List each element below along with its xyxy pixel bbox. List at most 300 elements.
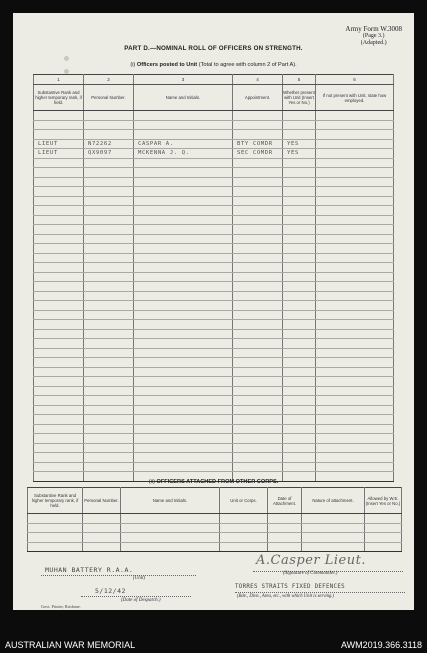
section-1-prefix: (i)	[130, 62, 136, 68]
table-cell	[134, 339, 233, 349]
unit-line	[41, 575, 196, 576]
table-cell	[34, 263, 84, 273]
table-row	[34, 453, 394, 463]
table-cell	[316, 234, 394, 244]
table-cell	[220, 533, 268, 543]
table-cell	[233, 282, 283, 292]
table-cell	[316, 225, 394, 235]
table-cell	[233, 348, 283, 358]
column-number-row	[34, 75, 394, 85]
column-number: 5	[283, 75, 316, 85]
table-cell	[316, 139, 394, 149]
table-cell	[316, 111, 394, 121]
table-cell	[34, 158, 84, 168]
table-cell	[316, 168, 394, 178]
table-cell	[220, 523, 268, 533]
table-cell	[233, 396, 283, 406]
table-cell	[34, 234, 84, 244]
table-cell	[34, 272, 84, 282]
table-row	[34, 196, 394, 206]
table-cell	[316, 158, 394, 168]
table-row	[34, 149, 394, 159]
table-cell	[134, 187, 233, 197]
table-cell	[316, 206, 394, 216]
table-cell	[84, 206, 134, 216]
table-cell	[84, 301, 134, 311]
table-cell	[34, 386, 84, 396]
table-cell	[233, 320, 283, 330]
column-header-row	[34, 85, 394, 111]
table-cell	[134, 225, 233, 235]
caption-left: AUSTRALIAN WAR MEMORIAL	[5, 640, 136, 650]
part-title: PART D.—NOMINAL ROLL OF OFFICERS ON STRENGTH.	[124, 45, 303, 52]
table-cell	[316, 187, 394, 197]
table-cell	[233, 415, 283, 425]
table-cell	[220, 542, 268, 552]
table-cell	[283, 348, 316, 358]
formation-value: TORRES STRAITS FIXED DEFENCES	[235, 584, 345, 590]
table-row	[34, 282, 394, 292]
column-header: Allowed by W.E. (Insert Yes or No.)	[365, 488, 402, 514]
table-row	[34, 263, 394, 273]
table-row	[34, 405, 394, 415]
table-cell	[316, 301, 394, 311]
table-cell	[283, 206, 316, 216]
table-cell	[121, 542, 220, 552]
table-row	[34, 443, 394, 453]
table-cell	[134, 272, 233, 282]
table-cell	[233, 130, 283, 140]
table-cell	[233, 453, 283, 463]
table-cell	[316, 263, 394, 273]
table-cell	[283, 405, 316, 415]
table-cell	[134, 130, 233, 140]
table-cell	[84, 434, 134, 444]
table-cell	[134, 310, 233, 320]
table-cell	[134, 196, 233, 206]
column-header: Date of Attachment.	[268, 488, 302, 514]
table-cell	[34, 187, 84, 197]
column-header: If not present with Unit, state how employed.	[316, 85, 394, 111]
table-cell	[134, 120, 233, 130]
table-cell	[121, 533, 220, 543]
table-row	[34, 329, 394, 339]
table-cell	[84, 168, 134, 178]
table-cell	[134, 320, 233, 330]
table-cell	[134, 263, 233, 273]
table-cell	[316, 130, 394, 140]
table-row	[34, 177, 394, 187]
table-cell	[283, 187, 316, 197]
table-cell	[283, 244, 316, 254]
table-cell	[233, 196, 283, 206]
table-cell	[316, 177, 394, 187]
section-2-prefix: (ii)	[148, 479, 155, 485]
column-number: 4	[233, 75, 283, 85]
table-cell	[283, 434, 316, 444]
table-cell	[84, 196, 134, 206]
table-cell	[283, 130, 316, 140]
table-cell	[233, 462, 283, 472]
table-cell	[34, 453, 84, 463]
table-row	[34, 386, 394, 396]
table-cell	[316, 367, 394, 377]
table-cell	[283, 462, 316, 472]
table-cell	[233, 434, 283, 444]
column-header: Name and Initials.	[121, 488, 220, 514]
table-cell	[220, 514, 268, 524]
form-reference	[345, 26, 402, 47]
table-cell	[84, 291, 134, 301]
table-cell	[84, 187, 134, 197]
table-cell	[233, 339, 283, 349]
table-cell	[34, 225, 84, 235]
table-cell	[233, 377, 283, 387]
table-cell	[134, 386, 233, 396]
table-cell	[34, 130, 84, 140]
column-header: Nature of attachment.	[302, 488, 365, 514]
table-cell	[84, 234, 134, 244]
table-row	[34, 348, 394, 358]
table-cell	[83, 523, 121, 533]
table-cell	[233, 215, 283, 225]
table-cell	[84, 386, 134, 396]
table-cell	[84, 111, 134, 121]
table-row	[34, 462, 394, 472]
table-cell	[316, 244, 394, 254]
table-cell	[316, 405, 394, 415]
table-cell	[34, 291, 84, 301]
table-cell	[233, 158, 283, 168]
table-cell	[233, 253, 283, 263]
table-cell	[283, 358, 316, 368]
table-row	[28, 523, 402, 533]
table-cell	[233, 244, 283, 254]
table-cell	[84, 310, 134, 320]
table-cell	[34, 120, 84, 130]
table-cell	[34, 253, 84, 263]
table-cell	[28, 523, 83, 533]
table-cell	[34, 320, 84, 330]
table-cell	[134, 168, 233, 178]
table-cell	[34, 310, 84, 320]
table-cell	[283, 301, 316, 311]
table-cell	[34, 282, 84, 292]
table-cell	[134, 206, 233, 216]
table-cell	[283, 367, 316, 377]
entry-appointment: BTY COMDR	[233, 139, 283, 149]
table-cell	[84, 215, 134, 225]
table-row	[34, 187, 394, 197]
table-cell	[134, 358, 233, 368]
table-cell	[316, 424, 394, 434]
table-cell	[84, 282, 134, 292]
table-cell	[84, 424, 134, 434]
table-cell	[134, 234, 233, 244]
table-cell	[302, 542, 365, 552]
table-row	[34, 272, 394, 282]
entry-rank: LIEUT	[34, 139, 84, 149]
table-cell	[283, 339, 316, 349]
table-cell	[316, 320, 394, 330]
table-row	[34, 206, 394, 216]
table-cell	[283, 443, 316, 453]
table-row	[28, 542, 402, 552]
table-cell	[233, 234, 283, 244]
table-cell	[34, 244, 84, 254]
table-cell	[283, 320, 316, 330]
column-header: Personal Number.	[83, 488, 121, 514]
table-cell	[134, 253, 233, 263]
table-cell	[83, 514, 121, 524]
table-row	[34, 310, 394, 320]
table-row	[34, 367, 394, 377]
table-cell	[316, 329, 394, 339]
table-cell	[134, 415, 233, 425]
table-cell	[316, 377, 394, 387]
table-cell	[34, 301, 84, 311]
date-label: (Date of Despatch.)	[121, 598, 161, 603]
table-cell	[134, 453, 233, 463]
table-row	[28, 533, 402, 543]
table-cell	[121, 514, 220, 524]
table-cell	[83, 542, 121, 552]
table-cell	[134, 282, 233, 292]
table-cell	[316, 453, 394, 463]
table-cell	[34, 177, 84, 187]
column-number: 2	[84, 75, 134, 85]
table-cell	[233, 120, 283, 130]
table-cell	[84, 396, 134, 406]
table-cell	[233, 111, 283, 121]
table-cell	[134, 377, 233, 387]
table-cell	[283, 158, 316, 168]
column-number: 1	[34, 75, 84, 85]
table-cell	[302, 533, 365, 543]
table-cell	[84, 177, 134, 187]
table-cell	[233, 187, 283, 197]
table-cell	[233, 443, 283, 453]
table-cell	[233, 291, 283, 301]
table-cell	[134, 291, 233, 301]
table-cell	[268, 533, 302, 543]
table-row	[34, 396, 394, 406]
table-row	[34, 158, 394, 168]
table-cell	[283, 424, 316, 434]
signature-label: (Signature of Commander.)	[283, 571, 338, 576]
table-cell	[283, 453, 316, 463]
table-cell	[283, 263, 316, 273]
table-cell	[84, 320, 134, 330]
table-cell	[134, 111, 233, 121]
table-cell	[34, 443, 84, 453]
table-cell	[28, 514, 83, 524]
table-cell	[34, 424, 84, 434]
table-cell	[316, 386, 394, 396]
table-cell	[233, 272, 283, 282]
officers-posted-table	[33, 74, 394, 482]
table-cell	[34, 206, 84, 216]
table-row	[34, 253, 394, 263]
table-cell	[84, 453, 134, 463]
table-cell	[283, 168, 316, 178]
table-cell	[134, 443, 233, 453]
table-cell	[134, 367, 233, 377]
table-row	[34, 225, 394, 235]
column-header: Appointment.	[233, 85, 283, 111]
table-cell	[283, 329, 316, 339]
table-cell	[34, 111, 84, 121]
table-row	[34, 111, 394, 121]
table-cell	[283, 282, 316, 292]
table-cell	[316, 310, 394, 320]
table-cell	[34, 168, 84, 178]
table-cell	[134, 348, 233, 358]
form-page: (Page 3.)	[362, 33, 385, 39]
table-cell	[34, 196, 84, 206]
table-cell	[84, 358, 134, 368]
table-cell	[365, 514, 402, 524]
table-cell	[316, 348, 394, 358]
table-cell	[316, 339, 394, 349]
table-cell	[268, 542, 302, 552]
table-row	[34, 234, 394, 244]
unit-value: MUHAN BATTERY R.A.A.	[45, 566, 134, 574]
table-cell	[34, 415, 84, 425]
table-cell	[84, 272, 134, 282]
table-row	[34, 424, 394, 434]
table-cell	[84, 263, 134, 273]
column-number: 3	[134, 75, 233, 85]
table-cell	[233, 386, 283, 396]
table-cell	[316, 434, 394, 444]
table-row	[34, 339, 394, 349]
table-cell	[121, 523, 220, 533]
table-cell	[316, 149, 394, 159]
table-cell	[302, 514, 365, 524]
table-cell	[233, 225, 283, 235]
formation-line	[235, 592, 405, 593]
table-cell	[233, 177, 283, 187]
table-cell	[84, 462, 134, 472]
table-cell	[134, 462, 233, 472]
table-row	[34, 291, 394, 301]
table-cell	[34, 405, 84, 415]
section-2-title	[13, 479, 414, 485]
table-cell	[283, 377, 316, 387]
entry-present: YES	[283, 139, 316, 149]
section-1-title	[13, 62, 414, 68]
table-cell	[84, 120, 134, 130]
table-cell	[34, 367, 84, 377]
table-cell	[365, 523, 402, 533]
section-2-bold: OFFICERS ATTACHED FROM OTHER CORPS.	[156, 479, 279, 485]
table-cell	[316, 415, 394, 425]
table-cell	[34, 348, 84, 358]
table-cell	[316, 396, 394, 406]
column-number: 6	[316, 75, 394, 85]
table-row	[28, 514, 402, 524]
table-cell	[283, 234, 316, 244]
table-cell	[316, 291, 394, 301]
form-number: Army Form W.3008	[345, 25, 402, 33]
table-cell	[268, 514, 302, 524]
column-header: Name and Initials.	[134, 85, 233, 111]
table-cell	[316, 462, 394, 472]
table-cell	[134, 405, 233, 415]
table-cell	[84, 329, 134, 339]
table-cell	[233, 329, 283, 339]
table-cell	[283, 215, 316, 225]
table-row	[34, 120, 394, 130]
column-header: Whether present with Unit (Insert Yes or No.)	[283, 85, 316, 111]
table-cell	[34, 339, 84, 349]
table-row	[34, 377, 394, 387]
formation-label: (Bde., Divn., Area, etc., with which Unit is serving.)	[237, 594, 335, 599]
table-cell	[134, 177, 233, 187]
table-cell	[233, 358, 283, 368]
table-row	[34, 168, 394, 178]
table-cell	[316, 120, 394, 130]
table-cell	[283, 396, 316, 406]
table-cell	[283, 253, 316, 263]
table-cell	[302, 523, 365, 533]
entry-appointment: SEC COMDR	[233, 149, 283, 159]
entry-name: CASPAR A.	[134, 139, 233, 149]
table-row	[34, 415, 394, 425]
table-cell	[316, 215, 394, 225]
date-line	[81, 596, 191, 597]
table-cell	[84, 367, 134, 377]
table-cell	[84, 405, 134, 415]
table-cell	[84, 377, 134, 387]
table-cell	[365, 542, 402, 552]
table-cell	[34, 329, 84, 339]
table-cell	[84, 443, 134, 453]
table-cell	[134, 158, 233, 168]
table-cell	[365, 533, 402, 543]
section-1-bold: Officers posted to Unit	[136, 62, 198, 68]
table-cell	[233, 206, 283, 216]
entry-number: QX9097	[84, 149, 134, 159]
table-cell	[134, 215, 233, 225]
table-cell	[283, 415, 316, 425]
table-cell	[283, 196, 316, 206]
table-cell	[84, 225, 134, 235]
table-cell	[233, 367, 283, 377]
section-1-rest: (Total to agree with column 2 of Part A).	[198, 62, 297, 68]
form-sheet	[13, 13, 414, 610]
table-cell	[34, 358, 84, 368]
commander-signature: A.Casper Lieut.	[256, 553, 366, 568]
table-cell	[134, 424, 233, 434]
table-cell	[283, 111, 316, 121]
table-cell	[134, 244, 233, 254]
table-row	[34, 358, 394, 368]
column-header: Substantive Rank and higher temporary rank, if held.	[34, 85, 84, 111]
date-value: 5/12/42	[95, 587, 126, 595]
table-cell	[28, 542, 83, 552]
unit-label: (Unit)	[133, 576, 146, 581]
table-cell	[283, 386, 316, 396]
table-row	[34, 130, 394, 140]
punch-hole	[64, 56, 69, 61]
table-row	[34, 244, 394, 254]
column-header: Personal Number.	[84, 85, 134, 111]
column-header-row	[28, 488, 402, 514]
column-header: Substantive Rank and higher temporary rank, if held.	[28, 488, 83, 514]
table-cell	[283, 225, 316, 235]
